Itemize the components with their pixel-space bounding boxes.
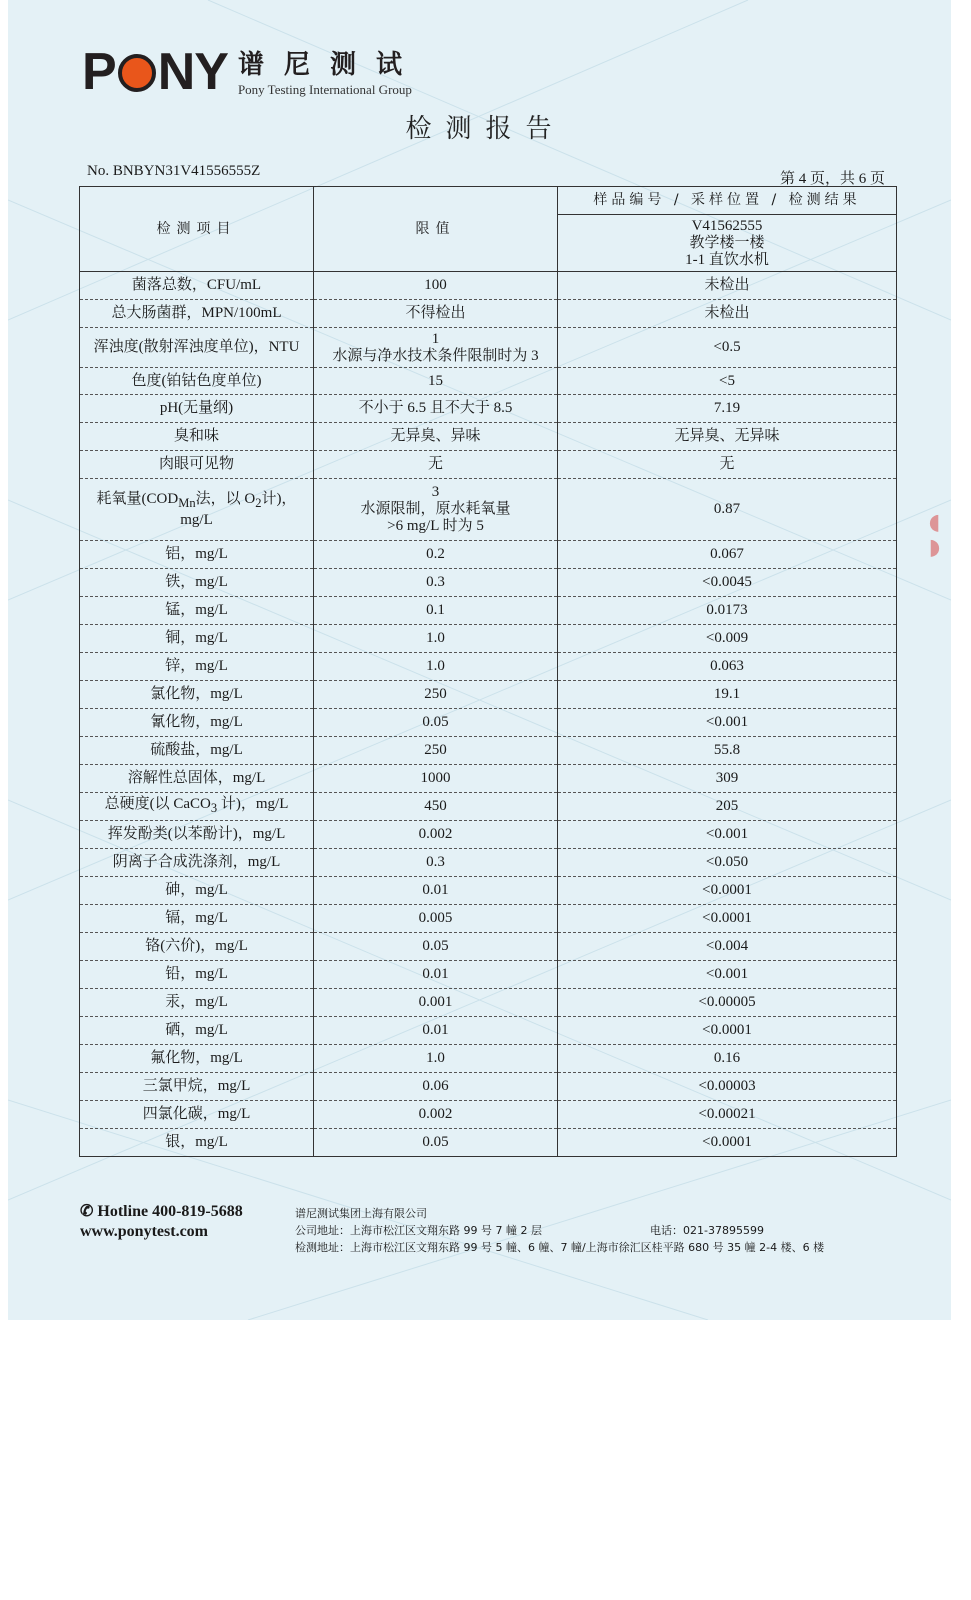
item-cell: 铅，mg/L	[80, 961, 314, 989]
item-cell: 浑浊度(散射浑浊度单位)，NTU	[80, 328, 314, 368]
table-row	[80, 849, 897, 877]
item-cell	[80, 793, 314, 821]
company-address: 公司地址：上海市松江区文翔东路 99 号 7 幢 2 层	[295, 1224, 542, 1237]
result-cell: <0.0045	[558, 569, 897, 597]
result-cell: <5	[558, 368, 897, 395]
limit-cell: 0.2	[314, 541, 558, 569]
limit-cell: 0.001	[314, 989, 558, 1017]
item-text: 耗氧量(COD	[96, 490, 179, 507]
limit-cell: 250	[314, 681, 558, 709]
limit-cell	[314, 479, 558, 541]
result-cell: <0.001	[558, 821, 897, 849]
result-cell: <0.00021	[558, 1101, 897, 1129]
item-cell: 挥发酚类(以苯酚计)，mg/L	[80, 821, 314, 849]
item-text: 计)，mg/L	[217, 796, 289, 812]
result-cell: 55.8	[558, 737, 897, 765]
result-cell: 205	[558, 793, 897, 821]
result-cell: <0.0001	[558, 877, 897, 905]
table-row	[80, 1101, 897, 1129]
limit-cell	[314, 328, 558, 368]
item-cell: 硒，mg/L	[80, 1017, 314, 1045]
limit-cell: 0.3	[314, 849, 558, 877]
result-cell: 0.0173	[558, 597, 897, 625]
limit-line: 1	[431, 330, 440, 347]
table-row	[80, 597, 897, 625]
table-row	[80, 961, 897, 989]
item-cell: 铜，mg/L	[80, 625, 314, 653]
sample-id: V41562555	[691, 217, 763, 234]
item-cell: 砷，mg/L	[80, 877, 314, 905]
result-cell: <0.009	[558, 625, 897, 653]
result-cell: 0.16	[558, 1045, 897, 1073]
result-cell: 19.1	[558, 681, 897, 709]
item-cell: 铬(六价)，mg/L	[80, 933, 314, 961]
limit-cell: 1.0	[314, 1045, 558, 1073]
result-cell: 0.067	[558, 541, 897, 569]
item-subscript: Mn	[178, 495, 196, 510]
result-cell: 无	[558, 451, 897, 479]
limit-cell: 450	[314, 793, 558, 821]
item-text: 法，以 O	[195, 490, 256, 507]
item-cell: 阴离子合成洗涤剂，mg/L	[80, 849, 314, 877]
item-cell: pH(无量纲)	[80, 395, 314, 423]
limit-cell: 0.3	[314, 569, 558, 597]
table-row	[80, 1045, 897, 1073]
logo-en-name: Pony Testing International Group	[237, 82, 412, 97]
limit-cell: 1.0	[314, 653, 558, 681]
item-cell: 四氯化碳，mg/L	[80, 1101, 314, 1129]
limit-cell: 100	[314, 272, 558, 300]
seal-stamp-fragment: ◖◗	[922, 510, 947, 560]
table-row	[80, 479, 897, 541]
table-row	[80, 328, 897, 368]
item-cell: 锰，mg/L	[80, 597, 314, 625]
table-row	[80, 653, 897, 681]
item-cell: 氯化物，mg/L	[80, 681, 314, 709]
sample-point: 1-1 直饮水机	[685, 251, 769, 268]
item-unit: mg/L	[180, 511, 213, 528]
item-cell: 臭和味	[80, 423, 314, 451]
table-row	[80, 905, 897, 933]
report-number: No. BNBYN31V41556555Z	[87, 163, 261, 179]
result-cell: <0.0001	[558, 1129, 897, 1157]
item-text: 总硬度(以 CaCO	[104, 796, 211, 812]
limit-cell: 1000	[314, 765, 558, 793]
logo-wordmark	[82, 43, 228, 101]
item-cell: 汞，mg/L	[80, 989, 314, 1017]
limit-cell: 0.06	[314, 1073, 558, 1101]
company-phone: 电话：021-37895599	[650, 1224, 764, 1237]
table-row	[80, 451, 897, 479]
item-cell: 三氯甲烷，mg/L	[80, 1073, 314, 1101]
result-cell: <0.0001	[558, 905, 897, 933]
limit-cell: 0.01	[314, 1017, 558, 1045]
result-cell: 0.87	[558, 479, 897, 541]
page-title: 检测报告	[405, 114, 566, 144]
item-cell: 溶解性总固体，mg/L	[80, 765, 314, 793]
header-item: 检测项目	[80, 187, 314, 272]
limit-line: 水源限制，原水耗氧量	[360, 501, 511, 517]
table-row	[80, 395, 897, 423]
item-cell	[80, 479, 314, 541]
table-row	[80, 933, 897, 961]
result-cell: <0.050	[558, 849, 897, 877]
page-counter: 第 4 页，共 6 页	[779, 171, 885, 187]
table-row	[80, 681, 897, 709]
table-row	[80, 877, 897, 905]
limit-cell: 15	[314, 368, 558, 395]
item-cell: 银，mg/L	[80, 1129, 314, 1157]
result-cell: 309	[558, 765, 897, 793]
item-cell: 锌，mg/L	[80, 653, 314, 681]
limit-line: >6 mg/L 时为 5	[387, 518, 484, 534]
result-cell: <0.0001	[558, 1017, 897, 1045]
limit-cell: 0.05	[314, 709, 558, 737]
limit-cell: 0.1	[314, 597, 558, 625]
logo-word-left: P	[82, 43, 116, 101]
header-result: 样品编号 / 采样位置 / 检测结果	[558, 187, 897, 215]
table-row	[80, 793, 897, 821]
limit-cell: 不小于 6.5 且不大于 8.5	[314, 395, 558, 423]
table-row	[80, 541, 897, 569]
logo-cn-name: 谱尼测试	[237, 50, 422, 80]
table-row	[80, 765, 897, 793]
result-cell: <0.004	[558, 933, 897, 961]
item-cell: 铁，mg/L	[80, 569, 314, 597]
test-results-table	[79, 186, 897, 1157]
item-subscript: 3	[210, 801, 218, 815]
item-cell: 氰化物，mg/L	[80, 709, 314, 737]
item-cell: 菌落总数，CFU/mL	[80, 272, 314, 300]
company-name: 谱尼测试集团上海有限公司	[295, 1207, 427, 1220]
result-cell: 无异臭、无异味	[558, 423, 897, 451]
table-row	[80, 709, 897, 737]
item-text: 计)，	[261, 490, 297, 507]
table-row	[80, 423, 897, 451]
limit-cell: 无异臭、异味	[314, 423, 558, 451]
result-cell: <0.001	[558, 709, 897, 737]
logo-o-icon	[118, 54, 156, 92]
limit-cell: 0.05	[314, 1129, 558, 1157]
logo-word-right: NY	[157, 43, 228, 101]
table-row	[80, 272, 897, 300]
company-logo	[82, 43, 422, 101]
limit-cell: 250	[314, 737, 558, 765]
limit-cell: 1.0	[314, 625, 558, 653]
result-cell: 未检出	[558, 272, 897, 300]
table-row	[80, 737, 897, 765]
limit-cell: 0.01	[314, 877, 558, 905]
result-cell: <0.001	[558, 961, 897, 989]
item-cell: 氟化物，mg/L	[80, 1045, 314, 1073]
item-cell: 镉，mg/L	[80, 905, 314, 933]
table-row	[80, 1073, 897, 1101]
header-limit: 限值	[314, 187, 558, 272]
result-cell: <0.5	[558, 328, 897, 368]
sample-location: 教学楼一楼	[689, 234, 765, 251]
limit-cell: 0.01	[314, 961, 558, 989]
table-row	[80, 1129, 897, 1157]
result-cell: 未检出	[558, 300, 897, 328]
table-row	[80, 821, 897, 849]
limit-cell: 0.002	[314, 821, 558, 849]
result-cell: <0.00005	[558, 989, 897, 1017]
table-row	[80, 300, 897, 328]
limit-cell: 不得检出	[314, 300, 558, 328]
limit-line: 3	[431, 484, 440, 500]
item-cell: 硫酸盐，mg/L	[80, 737, 314, 765]
result-cell: 7.19	[558, 395, 897, 423]
limit-cell: 0.05	[314, 933, 558, 961]
header-sample-info	[558, 215, 897, 272]
item-cell: 肉眼可见物	[80, 451, 314, 479]
result-cell: 0.063	[558, 653, 897, 681]
footer-contact	[80, 1201, 243, 1241]
table-row	[80, 368, 897, 395]
limit-line: 水源与净水技术条件限制时为 3	[332, 347, 539, 364]
table-row	[80, 1017, 897, 1045]
lab-address: 检测地址：上海市松江区文翔东路 99 号 5 幢、6 幢、7 幢/上海市徐汇区桂平路 680 号 35 幢 2-4 楼、6 楼	[295, 1241, 825, 1254]
limit-cell: 无	[314, 451, 558, 479]
hotline: ✆ Hotline 400-819-5688	[80, 1203, 243, 1220]
item-cell: 铝，mg/L	[80, 541, 314, 569]
item-cell: 总大肠菌群，MPN/100mL	[80, 300, 314, 328]
limit-cell: 0.002	[314, 1101, 558, 1129]
table-row	[80, 569, 897, 597]
table-row	[80, 625, 897, 653]
item-cell: 色度(铂钴色度单位)	[80, 368, 314, 395]
website-link[interactable]: www.ponytest.com	[80, 1223, 208, 1240]
item-subscript: 2	[255, 495, 262, 510]
result-cell: <0.00003	[558, 1073, 897, 1101]
table-row	[80, 989, 897, 1017]
limit-cell: 0.005	[314, 905, 558, 933]
